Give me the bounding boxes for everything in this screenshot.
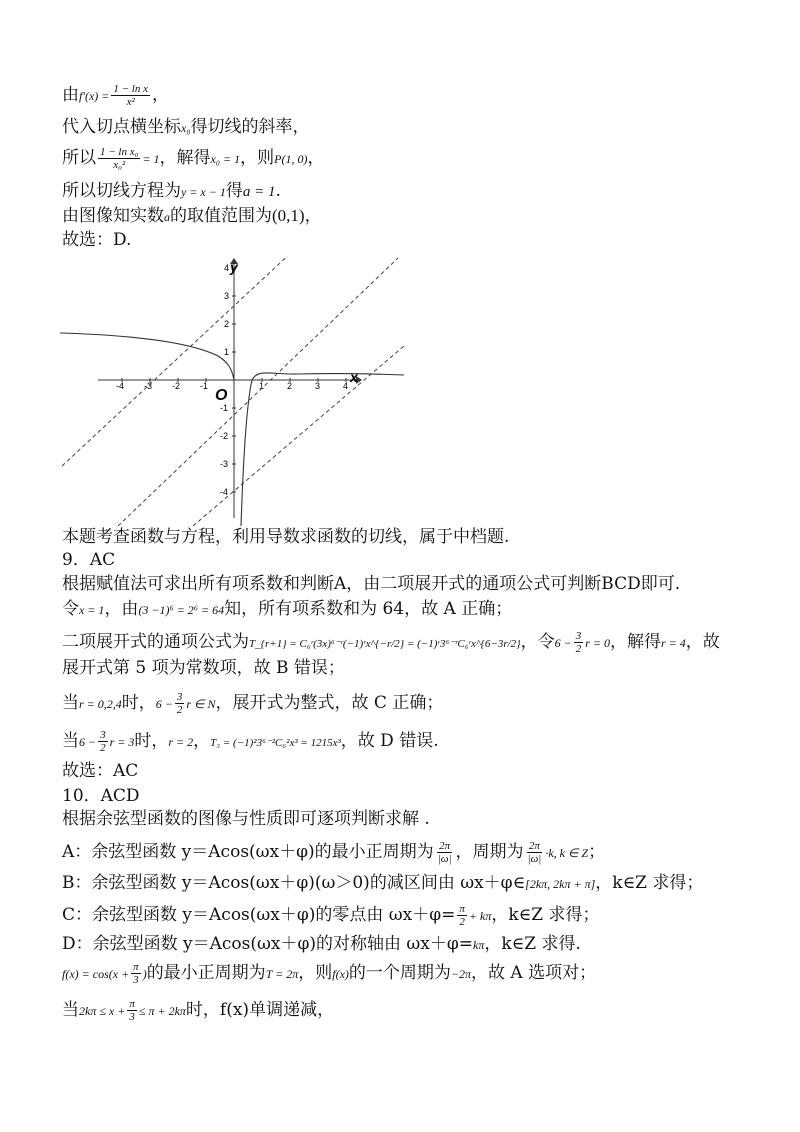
math: T₃ = (−1)²3⁶⁻²C₆²x³ = 1215x³ [210, 737, 341, 749]
math: a [164, 210, 170, 224]
text: ，故 [685, 632, 720, 652]
text: ，故 D 错误. [340, 731, 439, 751]
text: 根据赋值法可求出所有项系数和判断A，由二项展开式的通项公式可判断BCD即可. [62, 574, 681, 594]
text: 二项展开式的通项公式为 [62, 632, 249, 652]
text-line-22 [62, 961, 596, 986]
math: (3 −1)⁶ = 2⁶ = 64 [138, 603, 225, 617]
text-line-11 [62, 630, 720, 655]
text: ，周期为 [455, 842, 524, 862]
numerator: π [459, 903, 465, 915]
x-tick-label: 4 [343, 381, 349, 391]
fraction [98, 729, 108, 754]
denominator: 2 [459, 916, 465, 928]
text: ，由 [104, 599, 139, 619]
math: + kπ [468, 909, 492, 923]
text-line-5 [62, 205, 322, 228]
x-tick-label: 1 [259, 381, 265, 391]
text-line-20 [62, 903, 599, 928]
text: 所以 [62, 148, 96, 168]
x-tick-label: -2 [172, 381, 181, 391]
fraction [175, 691, 185, 716]
math: r = 4 [660, 636, 686, 650]
fraction [457, 903, 467, 928]
text: 当 [62, 731, 79, 751]
function-graph [58, 256, 408, 526]
numerator: π [129, 998, 135, 1010]
denominator: |ω| [527, 853, 542, 865]
text: A：余弦型函数 y＝Acos(ωx＋φ)的最小正周期为 [62, 842, 434, 862]
x-axis-label: x [350, 369, 358, 385]
y-tick-label: -4 [220, 487, 229, 497]
text-line-6 [62, 229, 131, 251]
math: y = x − 1 [181, 185, 226, 199]
fraction [98, 146, 140, 171]
text: ， [304, 206, 322, 226]
text: 的一个周期为 [348, 963, 451, 983]
x-tick-label: -4 [116, 381, 125, 391]
text: 由 [62, 85, 79, 105]
text-line-10 [62, 598, 512, 621]
denominator: 2 [176, 704, 183, 716]
text-line-13 [62, 691, 443, 716]
math: 6 − [155, 697, 173, 711]
math: T = 2π [265, 967, 299, 981]
text-line-8 [62, 549, 115, 571]
text: 所以切线方程为 [62, 181, 181, 201]
numerator: 1 − ln x [113, 83, 148, 95]
text: C：余弦型函数 y＝Acos(ωx＋φ)的零点由 ωx＋φ= [62, 905, 456, 925]
text: ，则 [298, 963, 333, 983]
text: 时， [121, 693, 156, 713]
origin-label: O [215, 387, 228, 404]
math: 6 − [79, 735, 97, 749]
text: 的取值范围为 [170, 206, 272, 226]
text: ，解得 [159, 148, 211, 168]
text: ，k∈Z 求得. [484, 934, 581, 954]
denominator: 2 [100, 742, 106, 754]
text-line-7 [62, 526, 509, 548]
text-line-12 [62, 657, 345, 679]
text-line-9 [62, 573, 680, 595]
text: 故选：AC [62, 761, 139, 781]
text-line-18 [62, 840, 605, 865]
y-tick-label: 4 [224, 263, 230, 273]
math: = 1 [142, 152, 160, 166]
text-line-21 [62, 933, 581, 956]
y-axis-label: y [230, 259, 238, 275]
math: x = 1 [79, 603, 105, 617]
text: D：余弦型函数 y＝Acos(ωx＋φ)的对称轴由 ωx＋φ= [62, 934, 474, 954]
math: f(x) = cos(x + [62, 967, 130, 981]
text: ， [307, 148, 325, 168]
denominator: 2 [575, 643, 582, 655]
x-tick-label: -3 [144, 381, 153, 391]
text: ，故 A 选项对； [471, 963, 597, 983]
text: 的最小正周期为 [146, 963, 266, 983]
text: 令 [62, 599, 79, 619]
x-tick-label: -1 [200, 381, 209, 391]
text: 时， [134, 731, 169, 751]
fraction [127, 998, 137, 1023]
text: 得切线的斜率， [190, 117, 310, 137]
fraction [574, 630, 584, 655]
question-number: 10．ACD [62, 786, 140, 806]
text: 代入切点横坐标 [62, 117, 181, 137]
text-line-3 [62, 146, 324, 171]
denominator: x² [126, 96, 135, 108]
math: r = 2 [168, 735, 194, 749]
math: r = 3 [109, 735, 135, 749]
denominator: 3 [129, 1011, 135, 1023]
text-line-1 [62, 83, 169, 108]
denominator: 3 [133, 974, 139, 986]
y-tick-label: 1 [224, 347, 230, 357]
text: ， [193, 731, 211, 751]
text: ； [588, 842, 606, 862]
curve-left-branch [60, 333, 234, 380]
text-line-17 [62, 808, 430, 830]
numerator: 3 [100, 729, 106, 741]
text: ，k∈Z 求得； [595, 873, 704, 893]
text: ，k∈Z 求得； [491, 905, 600, 925]
numerator: 2π [439, 840, 451, 852]
math: r = 0 [585, 636, 610, 650]
denominator: |ω| [437, 853, 452, 865]
text: B：余弦型函数 y＝Acos(ωx＋φ)(ω＞0)的减区间由 ωx＋φ∈ [62, 873, 526, 893]
math: ·k, k ∈ Z [545, 846, 589, 860]
text: ，解得 [609, 632, 661, 652]
fraction [436, 840, 454, 865]
numerator: 1 − ln x₀ [100, 146, 139, 158]
text: 知，所有项系数和为 64，故 A 正确； [224, 599, 513, 619]
math: x₀ [181, 121, 191, 135]
math: f(x) [332, 967, 349, 981]
text-line-15 [62, 760, 138, 782]
text: ，则 [240, 148, 275, 168]
dashed-line-upper [62, 256, 294, 466]
fraction [111, 83, 150, 108]
math: P(1, 0) [274, 152, 308, 166]
numerator: π [133, 961, 139, 973]
numerator: 3 [575, 630, 582, 642]
y-tick-label: -3 [220, 459, 229, 469]
text-line-16 [62, 785, 140, 807]
text: 当 [62, 1000, 79, 1020]
text: ， [152, 85, 169, 105]
y-tick-label: -2 [220, 431, 229, 441]
math: 6 − [554, 636, 572, 650]
text: . [275, 181, 281, 201]
math: 2kπ ≤ x + [79, 1004, 126, 1018]
text-line-2 [62, 116, 310, 139]
text: ，令 [520, 632, 555, 652]
x-tick-label: 2 [287, 381, 293, 391]
numerator: 3 [176, 691, 183, 703]
fraction [131, 961, 141, 986]
curve-right-branch [241, 373, 404, 526]
dashed-line-tangent [118, 258, 398, 526]
text: 得 [225, 181, 243, 201]
numerator: 2π [528, 840, 540, 852]
text: ，展开式为整式，故 C 正确； [215, 693, 444, 713]
math: a = 1 [242, 184, 276, 200]
text: 根据余弦型函数的图像与性质即可逐项判断求解 . [62, 809, 430, 829]
fraction [526, 840, 544, 865]
math: ≤ π + 2kπ [138, 1004, 186, 1018]
text: 本题考查函数与方程，利用导数求函数的切线，属于中档题. [62, 527, 510, 547]
y-tick-label: 3 [224, 291, 230, 301]
text: 展开式第 5 项为常数项，故 B 错误； [62, 658, 345, 678]
math: f′(x) = [79, 89, 110, 103]
text: 当 [62, 693, 79, 713]
text: 由图像知实数 [62, 206, 164, 226]
math: r = 0,2,4 [79, 697, 122, 711]
math: r ∈ N [186, 697, 216, 711]
math: T_{r+1} = C₆ʳ(3x)⁶⁻ʳ(−1)ʳx^{−r/2} = (−1)ʳ3⁶⁻ʳC₆ʳx^{6−3r/2} [249, 638, 521, 650]
text-line-23 [62, 998, 334, 1023]
text-line-14 [62, 729, 439, 754]
denominator: x₀² [113, 159, 126, 171]
math: −2π [450, 967, 472, 981]
y-tick-label: 2 [224, 319, 230, 329]
math: [2kπ, 2kπ + π] [525, 877, 596, 891]
question-number: 9．AC [62, 550, 116, 570]
y-tick-label: -1 [220, 403, 229, 413]
math: (0,1) [272, 206, 305, 225]
math: kπ [473, 938, 485, 952]
text-line-4 [62, 180, 281, 203]
math: x₀ = 1 [210, 152, 241, 166]
math: ) [142, 967, 147, 981]
text: 时，f(x)单调递减， [185, 1000, 335, 1020]
text-line-19 [62, 872, 703, 895]
text: 故选：D. [62, 230, 132, 250]
x-tick-label: 3 [315, 381, 321, 391]
